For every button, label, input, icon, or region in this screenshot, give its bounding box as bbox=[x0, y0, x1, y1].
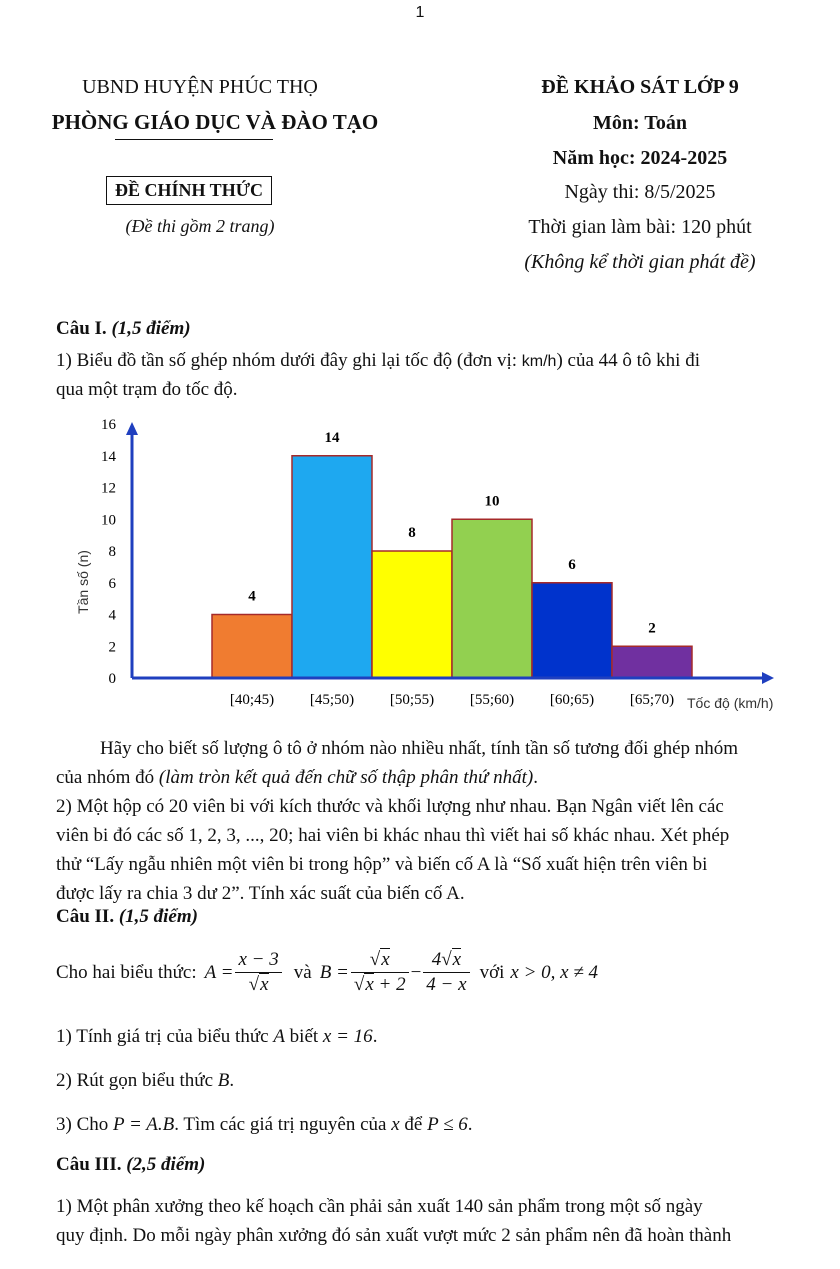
question-2-part2 bbox=[56, 1066, 234, 1095]
q2-s3-expr: P = A.B bbox=[113, 1114, 175, 1135]
x-axis-arrow bbox=[762, 672, 774, 684]
y-tick-label: 0 bbox=[108, 671, 116, 687]
question-2-heading bbox=[56, 906, 198, 928]
expr-a-denominator: √x bbox=[248, 974, 269, 995]
q2-s2-var: B bbox=[217, 1070, 230, 1091]
question-1-part1-ask-line2 bbox=[56, 763, 538, 792]
y-axis-ticks bbox=[101, 417, 117, 687]
q2-s3-cond: P ≤ 6 bbox=[427, 1114, 468, 1135]
school-year: Năm học: 2024-2025 bbox=[552, 147, 728, 169]
x-tick-label: [60;65) bbox=[549, 692, 595, 708]
q1-p1-text-c: ô tô khi đi bbox=[622, 350, 700, 371]
page-number: 1 bbox=[415, 4, 425, 21]
exam-title: ĐỀ KHẢO SÁT LỚP 9 bbox=[541, 76, 739, 98]
y-tick-label: 12 bbox=[101, 480, 116, 497]
question-2-expressions: Cho hai biểu thức: A = $\frac{x - 3}{√x}$ và B = $\frac{√x}{√x + 2}$ − $\frac{4√x}{4 - x}$ với x > 0, x ≠ 4 bbox=[56, 949, 599, 995]
q2-s3-end: . bbox=[467, 1114, 473, 1135]
question-1-part1-line2: qua một trạm đo tốc độ. bbox=[56, 379, 238, 400]
y-tick-label: 14 bbox=[101, 448, 116, 465]
q2-s1-value: x = 16 bbox=[322, 1026, 373, 1047]
question-3-points: (2,5 điểm) bbox=[126, 1154, 206, 1175]
q2-s1-text-b: biết bbox=[289, 1026, 319, 1047]
y-tick-label: 16 bbox=[101, 417, 116, 433]
question-2-part1 bbox=[56, 1022, 377, 1051]
expr-b-fraction-2 bbox=[423, 948, 469, 997]
q2-s2-text: 2) Rút gọn biểu thức bbox=[56, 1070, 214, 1091]
pages-note: (Đề thi gồm 2 trang) bbox=[125, 216, 275, 236]
histogram-bar bbox=[532, 583, 612, 678]
question-3-part1-line1: 1) Một phân xưởng theo kế hoạch cần phải sản xuất 140 sản phẩm trong một số ngày bbox=[56, 1196, 703, 1217]
histogram-bar bbox=[372, 551, 452, 678]
question-3-part1-line2: quy định. Do mỗi ngày phân xưởng đó sản xuất vượt mức 2 sản phẩm nên đã hoàn thành bbox=[56, 1225, 732, 1246]
x-tick-label: [55;60) bbox=[469, 692, 515, 708]
q2-s3-var: x bbox=[391, 1114, 400, 1135]
duration-note: (Không kể thời gian phát đề) bbox=[524, 251, 756, 273]
histogram-bar bbox=[452, 519, 532, 678]
y-axis-arrow bbox=[126, 422, 138, 435]
q1-ask-end: . bbox=[533, 767, 538, 788]
y-tick-label: 6 bbox=[108, 575, 116, 592]
question-3-title: Câu III. bbox=[56, 1154, 122, 1175]
q2-s3-text-c: để bbox=[404, 1114, 423, 1135]
histogram-bar bbox=[292, 456, 372, 678]
bar-value-label: 8 bbox=[408, 525, 416, 541]
official-exam-box: ĐỀ CHÍNH THỨC bbox=[106, 176, 272, 205]
question-1-part1-line1 bbox=[56, 346, 816, 376]
y-tick-label: 4 bbox=[108, 607, 116, 624]
question-1-part2-line3: thử “Lấy ngẫu nhiên một viên bi trong hộp” và biến cố A là “Số xuất hiện trên viên bi bbox=[56, 854, 708, 875]
bar-value-label: 4 bbox=[248, 588, 256, 605]
expr-b1-radicand: x bbox=[381, 949, 390, 970]
question-1-part2-line1: 2) Một hộp có 20 viên bi với kích thước và khối lượng như nhau. Bạn Ngân viết lên các bbox=[56, 796, 724, 817]
q1-ask-text: của nhóm đó bbox=[56, 767, 159, 788]
expr-b2-denominator: 4 − x bbox=[426, 974, 467, 995]
expr-b1-den-tail: + 2 bbox=[378, 974, 406, 995]
question-2-points: (1,5 điểm) bbox=[118, 906, 198, 927]
header-underline bbox=[115, 139, 273, 140]
y-axis-label: Tần số (n) bbox=[75, 550, 91, 614]
question-2-part3 bbox=[56, 1110, 473, 1139]
expr-a-radicand: x bbox=[260, 974, 269, 995]
q2-cond-word: với bbox=[479, 962, 505, 983]
expr-a-lhs: A = bbox=[204, 962, 234, 983]
q2-and: và bbox=[293, 962, 312, 983]
y-tick-label: 10 bbox=[101, 512, 116, 529]
frequency-histogram bbox=[60, 410, 790, 720]
q2-s1-var: A bbox=[273, 1026, 285, 1047]
q2-s2-end: . bbox=[229, 1070, 235, 1091]
exam-date: Ngày thi: 8/5/2025 bbox=[564, 181, 716, 203]
expr-b2-numerator: 4√x bbox=[423, 948, 469, 973]
question-2-title: Câu II. bbox=[56, 906, 115, 927]
q2-s1-text: 1) Tính giá trị của biểu thức bbox=[56, 1026, 269, 1047]
district-name: UBND HUYỆN PHÚC THỌ bbox=[82, 76, 318, 98]
x-tick-label: [65;70) bbox=[629, 692, 675, 708]
question-1-part1-ask-line1: Hãy cho biết số lượng ô tô ở nhóm nào nhiều nhất, tính tần số tương đối ghép nhóm bbox=[100, 738, 739, 759]
q2-s1-end: . bbox=[372, 1026, 378, 1047]
expr-b1-numerator: √x bbox=[351, 948, 409, 973]
q1-unit: km/h bbox=[521, 353, 557, 370]
q2-s3-text: 3) Cho bbox=[56, 1114, 109, 1135]
x-tick-label: [45;50) bbox=[309, 692, 355, 708]
expr-a-numerator: x − 3 bbox=[235, 948, 281, 973]
expr-a-fraction bbox=[235, 948, 281, 997]
question-3-heading bbox=[56, 1154, 205, 1176]
bar-value-label: 10 bbox=[484, 493, 500, 510]
x-tick-label: [40;45) bbox=[229, 692, 275, 708]
department-name: PHÒNG GIÁO DỤC VÀ ĐÀO TẠO bbox=[51, 110, 379, 134]
subject: Môn: Toán bbox=[593, 112, 687, 134]
expr-b1-denominator: √x + 2 bbox=[353, 974, 406, 995]
y-tick-label: 8 bbox=[108, 544, 116, 560]
histogram-bars bbox=[212, 456, 692, 678]
expr-b-lhs: B = bbox=[319, 962, 349, 983]
question-1-heading bbox=[56, 318, 191, 340]
expr-b2-coef: 4 bbox=[431, 949, 442, 970]
y-tick-label: 2 bbox=[108, 639, 116, 656]
q2-condition: x > 0, x ≠ 4 bbox=[510, 962, 599, 983]
q1-p1-text-b: ) của bbox=[556, 350, 594, 371]
x-axis-label: Tốc độ (km/h) bbox=[687, 695, 774, 711]
q1-rounding-note: (làm tròn kết quả đến chữ số thập phân thứ nhất) bbox=[158, 767, 534, 788]
question-1-title: Câu I. bbox=[56, 318, 107, 339]
question-1-points: (1,5 điểm) bbox=[111, 318, 191, 339]
x-tick-label: [50;55) bbox=[389, 692, 435, 708]
x-axis-ticks bbox=[230, 692, 674, 708]
expr-b-fraction-1 bbox=[351, 948, 409, 997]
exam-duration: Thời gian làm bài: 120 phút bbox=[528, 216, 752, 238]
question-1-part2-line4: được lấy ra chia 3 dư 2”. Tính xác suất của biến cố A. bbox=[56, 883, 465, 904]
q2-s3-text-b: . Tìm các giá trị nguyên của bbox=[174, 1114, 387, 1135]
bar-value-label: 6 bbox=[568, 556, 576, 573]
question-1-part2-line2: viên bi đó các số 1, 2, 3, ..., 20; hai viên bi khác nhau thì viết hai số khác nhau. Xét phép bbox=[56, 825, 730, 846]
bar-value-label: 14 bbox=[324, 429, 340, 446]
q1-p1-text-a: 1) Biểu đồ tần số ghép nhóm dưới đây ghi lại tốc độ (đơn vị: bbox=[56, 350, 518, 371]
bar-value-label: 2 bbox=[648, 620, 656, 637]
q1-car-count: 44 bbox=[598, 350, 618, 371]
histogram-bar bbox=[212, 615, 292, 679]
q2-intro: Cho hai biểu thức: bbox=[56, 962, 197, 983]
histogram-bar bbox=[612, 646, 692, 678]
